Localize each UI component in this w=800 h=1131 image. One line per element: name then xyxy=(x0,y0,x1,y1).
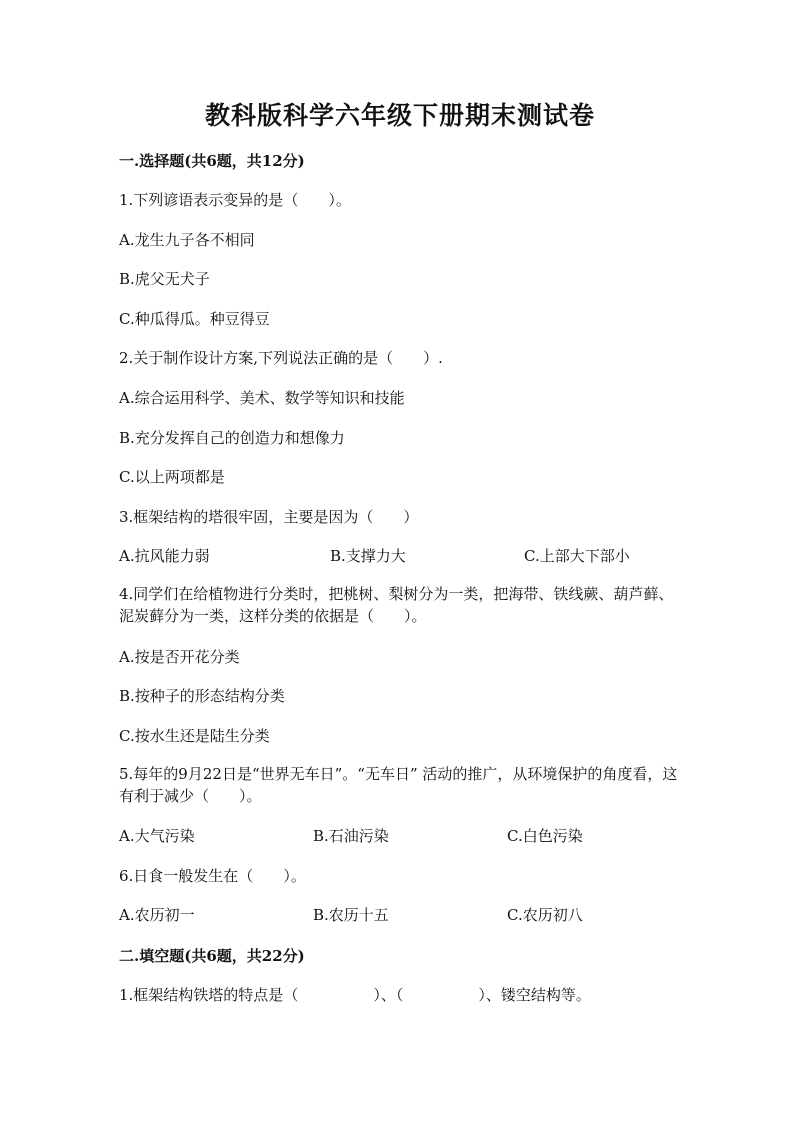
question-4-option-c: C.按水生还是陆生分类 xyxy=(119,727,270,745)
question-2-option-c: C.以上两项都是 xyxy=(119,468,225,486)
question-1-option-a: A.龙生九子各不相同 xyxy=(119,231,255,249)
question-6-option-a: A.农历初一 xyxy=(119,906,195,924)
question-4-option-a: A.按是否开花分类 xyxy=(119,648,240,666)
question-6-option-c: C.农历初八 xyxy=(507,906,583,924)
question-6-stem: 6.日食一般发生在（ ）。 xyxy=(119,867,306,885)
question-4-stem: 4.同学们在给植物进行分类时，把桃树、梨树分为一类，把海带、铁线蕨、葫芦藓、泥炭藓分为一类，这样分类的依据是（ ）。 xyxy=(119,585,674,625)
question-3-stem: 3.框架结构的塔很牢固，主要是因为（ ） xyxy=(119,508,419,526)
fill-question-1-stem: 1.框架结构铁塔的特点是（ ）、（ ）、镂空结构等。 xyxy=(119,986,591,1004)
question-4-option-b: B.按种子的形态结构分类 xyxy=(119,687,285,705)
section-heading-choice: 一.选择题(共6题，共12分) xyxy=(119,152,305,170)
question-3-option-b: B.支撑力大 xyxy=(330,547,406,565)
question-1-stem: 1.下列谚语表示变异的是（ ）。 xyxy=(119,191,351,209)
page-title: 教科版科学六年级下册期末测试卷 xyxy=(204,101,595,130)
question-6-option-b: B.农历十五 xyxy=(313,906,389,924)
question-5-option-a: A.大气污染 xyxy=(119,827,195,845)
question-3-option-a: A.抗风能力弱 xyxy=(119,547,210,565)
question-2-option-b: B.充分发挥自己的创造力和想像力 xyxy=(119,429,345,447)
question-5-option-c: C.白色污染 xyxy=(507,827,583,845)
question-2-stem: 2.关于制作设计方案,下列说法正确的是（ ）. xyxy=(119,349,443,367)
question-5-stem: 5.每年的9月22日是“世界无车日”。“无车日” 活动的推广，从环境保护的角度看，这有利于减少（ ）。 xyxy=(119,765,678,805)
question-1-option-b: B.虎父无犬子 xyxy=(119,270,210,288)
question-2-option-a: A.综合运用科学、美术、数学等知识和技能 xyxy=(119,389,405,407)
question-1-option-c: C.种瓜得瓜。种豆得豆 xyxy=(119,310,270,328)
section-heading-fill-blank: 二.填空题(共6题，共22分) xyxy=(119,947,305,965)
question-5-option-b: B.石油污染 xyxy=(313,827,389,845)
question-3-option-c: C.上部大下部小 xyxy=(524,547,630,565)
